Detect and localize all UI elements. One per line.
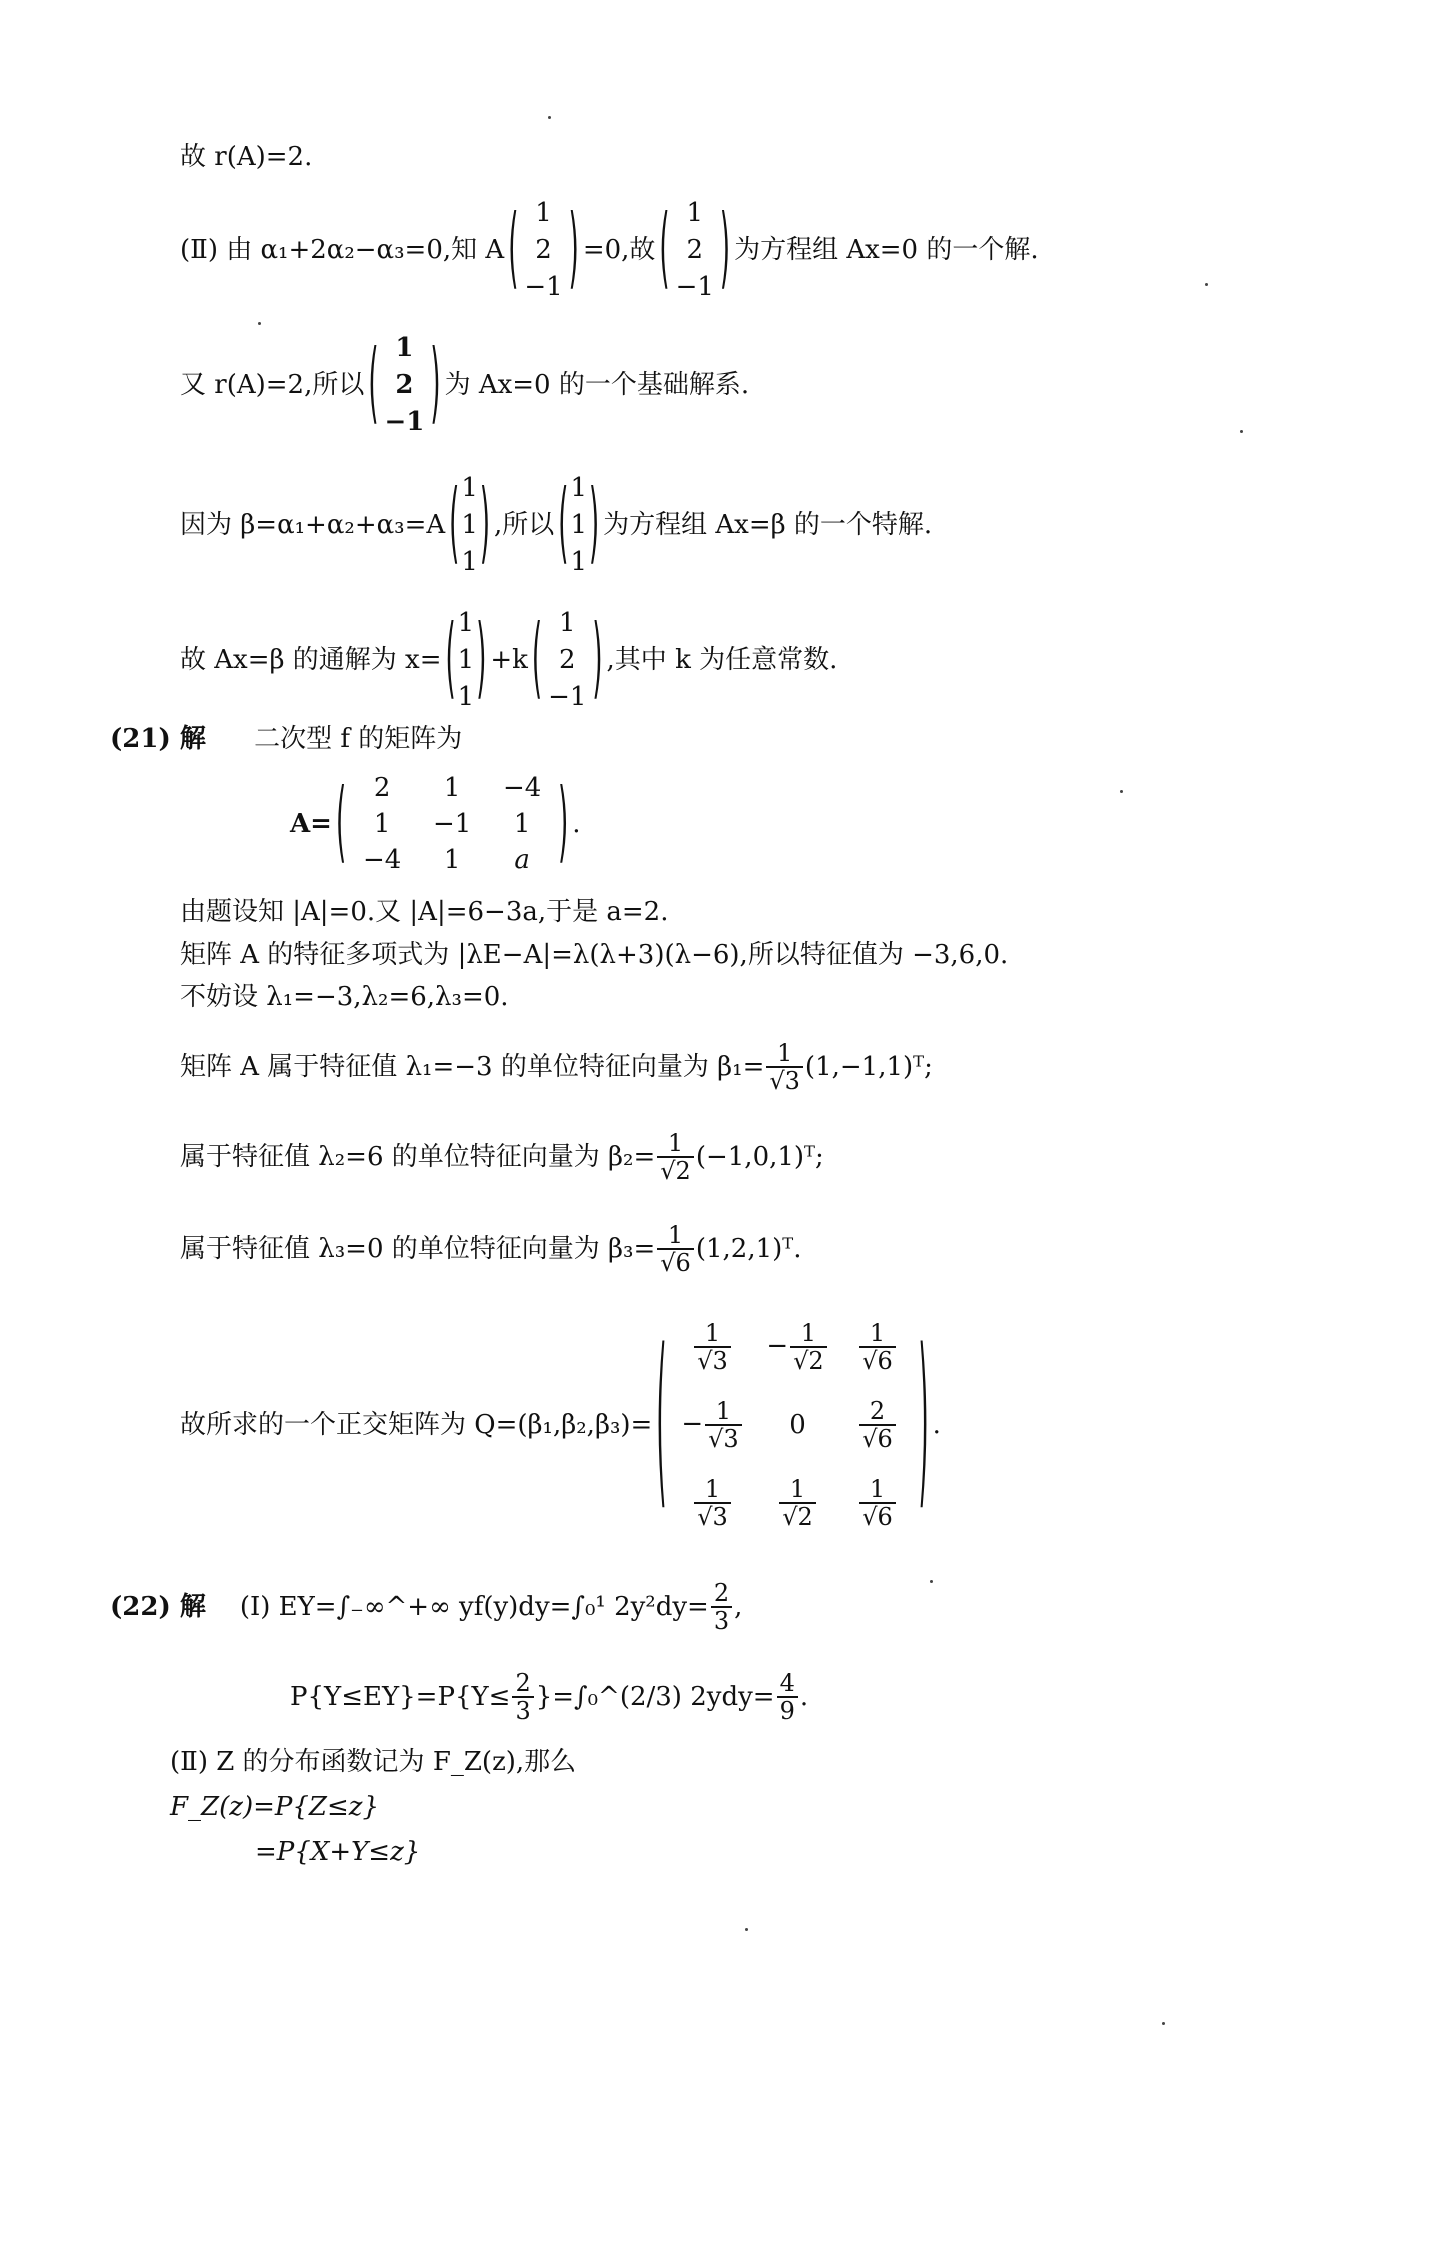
line-solution [180,195,1039,305]
vector-111-b: ( 1 1 1 ) [558,473,600,577]
probability-end: . [799,1682,809,1712]
general-text-b: +k [490,645,528,675]
fraction-numerator: 2 [515,1669,531,1697]
expectation-fraction [711,1580,732,1634]
fraction-denominator: 9 [777,1696,798,1724]
vector-entry: 2 [686,234,704,265]
vector-12m1-b: ( 1 2 −1 ) [659,198,731,302]
matrix-q: ( $\frac{1}{√3}$ − $\frac{1}{√2}$ $\frac{1}{√6}$ − $\frac{1}{√3}$ 0 $\frac{2}{√6}$ $\frac{1}{√3}$ $\frac{1}{√2}$ $\frac{1}{√6}$ ) [656,1317,929,1533]
beta1-text-b: (1,−1,1)ᵀ; [804,1052,933,1082]
vector-entry: −1 [548,681,587,712]
vector-entry: −1 [675,271,714,302]
basis-text-a: 又 r(A)=2,所以 [180,370,365,400]
vector-entry: 1 [558,608,576,639]
matrix-a-cell: a [514,845,530,875]
fraction-denominator: √6 [657,1248,694,1276]
question-21-header [110,722,462,756]
beta1-fraction [766,1040,803,1094]
scan-speck [745,1928,748,1931]
matrix-a-cell: 1 [443,845,461,875]
general-text-a: 故 Ax=β 的通解为 x= [180,645,442,675]
fraction-numerator: 4 [779,1669,795,1697]
line-fz-2 [255,1835,420,1869]
rank-text: 故 r(A)=2. [180,142,313,172]
question-21-text: 二次型 f 的矩阵为 [254,724,463,754]
solution-text-c: 为方程组 Ax=0 的一个解. [734,235,1039,265]
line-beta2 [180,1130,824,1184]
general-text-c: ,其中 k 为任意常数. [606,645,838,675]
matrix-q-text: 故所求的一个正交矩阵为 Q=(β₁,β₂,β₃)= [180,1410,653,1440]
scan-speck [1120,790,1123,793]
matrix-a-cell: 2 [373,773,391,803]
char-poly-text: 矩阵 A 的特征多项式为 |λE−A|=λ(λ+3)(λ−6),所以特征值为 −3,6,0. [180,940,1009,970]
vector-entry: 1 [686,198,704,229]
basis-text-b: 为 Ax=0 的一个基础解系. [444,370,750,400]
line-beta3 [180,1222,801,1276]
solution-text-a: (Ⅱ) 由 α₁+2α₂−α₃=0,知 A [180,235,505,265]
vector-entry: −1 [384,406,425,437]
question-22-label: (22) 解 [110,1592,206,1622]
particular-text-b: ,所以 [494,510,555,540]
vector-entry: 1 [570,473,587,504]
matrix-a-block [290,770,581,878]
matrix-a-lhs: A= [290,809,332,839]
matrix-q-end: . [932,1410,941,1440]
vector-12m1-c: ( 1 2 −1 ) [531,608,603,712]
fz-text-1: F_Z(z)=P{Z≤z} [170,1792,380,1822]
beta2-text-a: 属于特征值 λ₂=6 的单位特征向量为 β₂= [180,1142,656,1172]
fraction-denominator: √3 [766,1066,803,1094]
vector-entry: 1 [457,608,475,639]
vector-entry: 1 [461,473,478,504]
line-distribution [170,1745,576,1779]
line-matrix-q [180,1308,941,1542]
matrix-q-cell: $\frac{1}{√6}$ [843,1476,913,1530]
line-basis [180,330,749,440]
matrix-q-cell: $\frac{1}{√3}$ [673,1320,753,1374]
fraction-numerator: 1 [667,1221,684,1249]
vector-entry: 1 [457,681,475,712]
vector-entry: 2 [535,234,552,265]
probability-fraction-b [777,1670,798,1724]
vector-entry: 1 [457,644,475,675]
beta1-text-a: 矩阵 A 属于特征值 λ₁=−3 的单位特征向量为 β₁= [180,1052,765,1082]
vector-entry: 1 [461,546,478,577]
line-beta1 [180,1040,933,1094]
particular-text-a: 因为 β=α₁+α₂+α₃=A [180,510,446,540]
scan-speck [1240,430,1243,433]
matrix-q-cell: $\frac{1}{√6}$ [843,1320,913,1374]
matrix-q-cell: $\frac{2}{√6}$ [843,1398,913,1452]
matrix-q-cell: − $\frac{1}{√2}$ [753,1320,843,1374]
line-determinant [180,895,669,929]
vector-entry: 2 [558,644,576,675]
matrix-a: ( 2 1 −4 1 −1 1 −4 1 a ) [335,773,569,875]
vector-111-c: ( 1 1 1 ) [445,608,487,712]
question-21-label: (21) 解 [110,724,206,754]
expectation-text: (Ⅰ) EY=∫₋∞^+∞ yf(y)dy=∫₀¹ 2y²dy= [239,1592,709,1622]
determinant-text: 由题设知 |A|=0.又 |A|=6−3a,于是 a=2. [180,897,669,927]
beta3-text-a: 属于特征值 λ₃=0 的单位特征向量为 β₃= [180,1234,656,1264]
particular-text-c: 为方程组 Ax=β 的一个特解. [603,510,933,540]
fraction-denominator: 3 [512,1696,533,1724]
probability-text-b: }=∫₀^(2/3) 2ydy= [535,1682,775,1712]
scan-speck [930,1580,933,1583]
question-22-line-b [290,1670,808,1724]
line-rank [180,140,312,174]
fraction-denominator: 3 [711,1606,732,1634]
fz-text-2: =P{X+Y≤z} [255,1837,421,1867]
beta3-text-b: (1,2,1)ᵀ. [695,1234,802,1264]
scan-speck [1205,283,1208,286]
line-particular [180,470,932,580]
matrix-a-cell: 1 [513,809,531,839]
matrix-a-cell: 1 [373,809,391,839]
vector-entry: −1 [524,271,563,302]
matrix-q-cell: − $\frac{1}{√3}$ [673,1398,753,1452]
matrix-a-cell: −4 [362,845,402,875]
fraction-numerator: 1 [777,1039,793,1067]
vector-entry: 1 [395,333,414,364]
matrix-a-cell: −1 [432,809,472,839]
scan-speck [1162,2022,1165,2025]
question-22-line-a [110,1580,742,1634]
vector-entry: 1 [570,546,587,577]
probability-fraction-a [512,1670,533,1724]
scan-speck [258,322,261,325]
matrix-q-cell: $\frac{1}{√2}$ [753,1476,843,1530]
vector-111-a: ( 1 1 1 ) [449,473,491,577]
vector-basis: ( 1 2 −1 ) [368,333,441,437]
vector-entry: 1 [461,509,478,540]
distribution-text: (Ⅱ) Z 的分布函数记为 F_Z(z),那么 [170,1747,577,1777]
line-fz-1 [170,1790,379,1824]
matrix-a-cell: −4 [502,773,542,803]
vector-12m1-a: ( 1 2 −1 ) [508,198,579,302]
probability-text-a: P{Y≤EY}=P{Y≤ [290,1682,511,1712]
vector-entry: 2 [395,369,414,400]
line-eigen-assign [180,980,509,1014]
eigen-assign-text: 不妨设 λ₁=−3,λ₂=6,λ₃=0. [180,982,509,1012]
fraction-denominator: √2 [657,1156,694,1184]
matrix-a-end: . [572,809,581,839]
matrix-q-cell: $\frac{1}{√3}$ [673,1476,753,1530]
scan-speck [548,116,551,119]
fraction-numerator: 1 [667,1129,684,1157]
solution-text-b: =0,故 [582,235,656,265]
vector-entry: 1 [570,509,587,540]
line-char-poly [180,938,1008,972]
matrix-a-cell: 1 [443,773,461,803]
fraction-numerator: 2 [713,1579,730,1607]
vector-entry: 1 [535,198,552,229]
expectation-end: , [734,1592,743,1622]
beta2-text-b: (−1,0,1)ᵀ; [695,1142,824,1172]
line-general [180,605,837,715]
matrix-q-cell: 0 [789,1410,806,1440]
